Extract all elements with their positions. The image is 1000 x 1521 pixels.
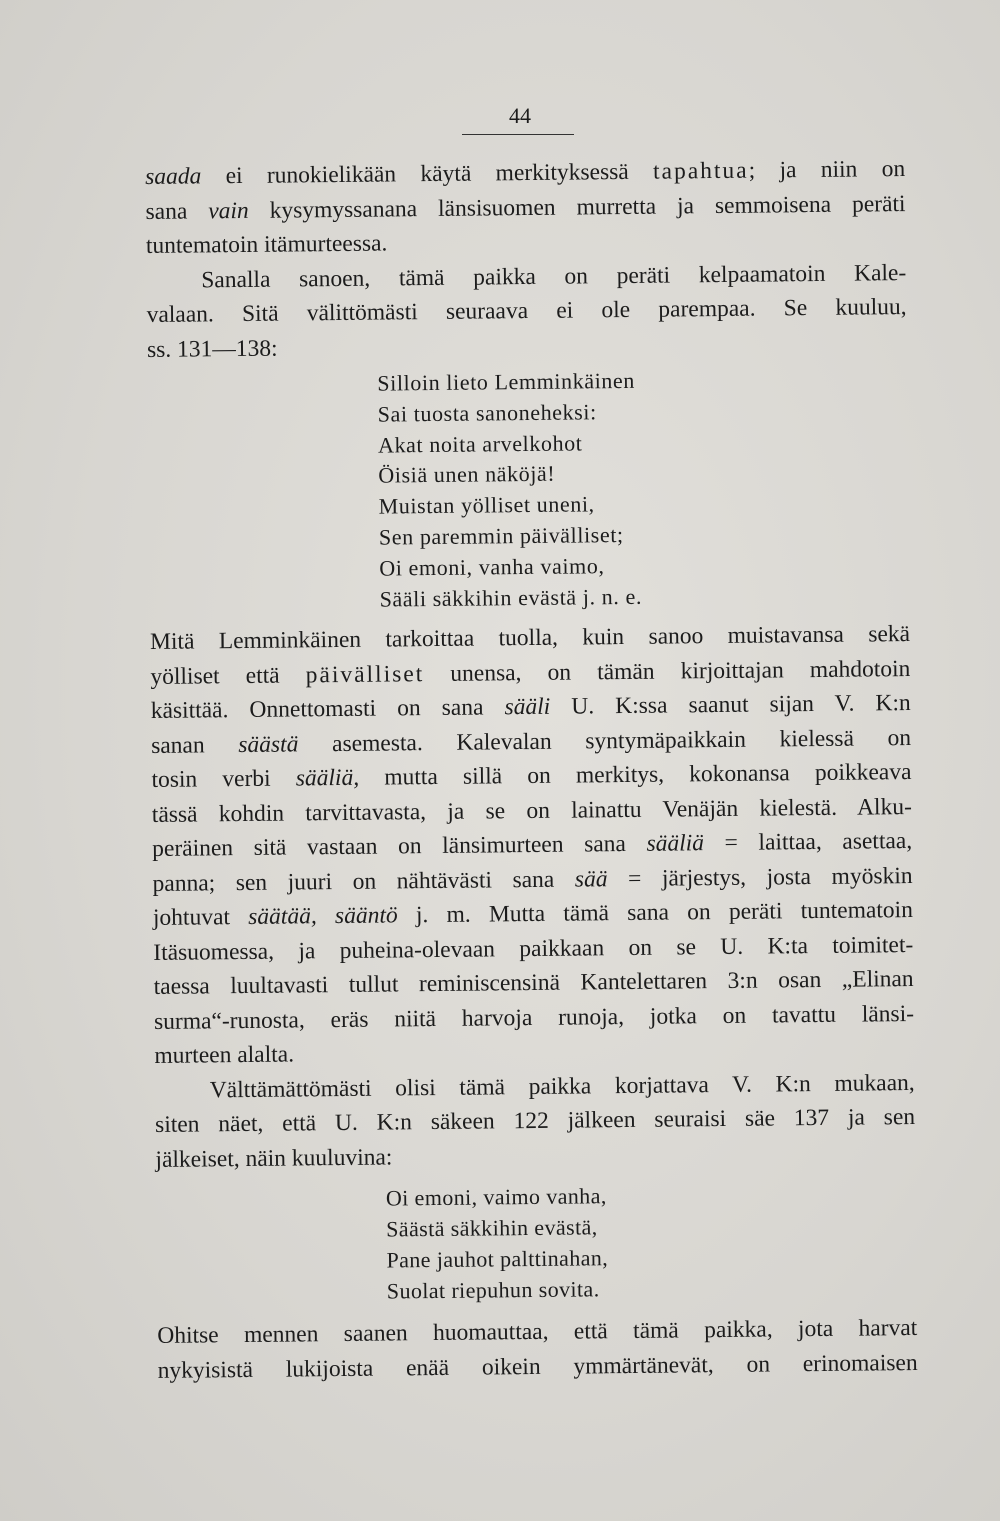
text-span: = järjestys, josta myöskin: [607, 862, 913, 893]
page-number: 44: [509, 103, 531, 128]
italic-word: sääliä: [646, 830, 705, 858]
text-span: = laittaa, asettaa,: [703, 828, 913, 857]
verse-line: Öisiä unen näköjä!: [378, 461, 556, 488]
spaced-word: päivälliset: [305, 660, 425, 689]
italic-word: vain: [208, 197, 249, 224]
text-span: asemesta. Kalevalan syntymäpaikkain kielessä on: [298, 724, 912, 758]
text-span: tosin verbi: [151, 765, 296, 794]
verse-line: Pane jauhot palttinahan,: [386, 1245, 609, 1273]
text-span: j. m. Mutta tämä sana on peräti tuntematoin: [397, 897, 914, 929]
text-span: peräinen sitä vastaan on länsimurteen sana: [152, 831, 647, 863]
text-span: sanan: [150, 731, 239, 759]
text-line: Välttämättömästi olisi tämä paikka korjattava V. K:n mukaan,: [209, 1069, 915, 1104]
text-line: surma“-runosta, eräs niitä harvoja runoja, jotka on tavattu länsi-: [153, 1000, 915, 1035]
paragraph-2-end: [147, 325, 907, 367]
verse-quote-2: [386, 1177, 917, 1307]
paragraph-4-end: [155, 1135, 915, 1177]
text-line: Itäsuomessa, ja puheina-olevaan paikkaan on se U. K:ta toimitet-: [153, 931, 914, 966]
italic-word: sää: [574, 866, 608, 893]
text-line: murteen alalta.: [154, 1041, 295, 1070]
text-span: käsittää. Onnettomasti on sana: [150, 694, 505, 725]
text-span: yölliset että: [150, 662, 306, 690]
text-line: siten näet, että U. K:n säkeen 122 jälkeen seuraisi säe 137 ja sen: [154, 1104, 916, 1139]
text-line: taessa luultavasti tullut reminiscensinä Kantelettaren 3:n osan „Elinan: [153, 966, 914, 1001]
verse-line: Silloin lieto Lemminkäinen: [377, 367, 636, 396]
text-span: unensa, on tämän kirjoittajan mahdotoin: [424, 655, 911, 687]
verse-line: Oi emoni, vaimo vanha,: [385, 1183, 607, 1211]
paragraph-1: [145, 152, 906, 229]
italic-word: sääli: [504, 694, 551, 721]
header-rule: [462, 134, 574, 135]
italic-word: säästä: [238, 731, 299, 758]
text-line: Ohitse mennen saanen huomauttaa, että tämä paikka, jota harvat: [157, 1315, 918, 1350]
text-line: ss. 131—138:: [146, 335, 278, 363]
verse-quote-1: [377, 363, 910, 615]
italic-word: saada: [145, 163, 202, 190]
text-span: ei runokielikään käytä merkityksessä: [201, 158, 654, 190]
verse-line: Sen paremmin päivälliset;: [378, 521, 624, 550]
verse-line: Muistan yölliset uneni,: [378, 491, 595, 519]
verse-line: Säästä säkkihin evästä,: [386, 1214, 598, 1242]
text-line: jälkeiset, näin kuuluvina:: [155, 1144, 393, 1173]
text-line: Sanalla sanoen, tämä paikka on peräti kelpaamatoin Kale-: [201, 259, 907, 293]
body-text: [145, 152, 918, 1388]
text-line: valaan. Sitä välittömästi seuraava ei ole parempaa. Se kuuluu,: [146, 294, 907, 328]
verse-line: Sääli säkkihin evästä j. n. e.: [379, 583, 643, 612]
text-line: tässä kohdin tarvittavasta, ja se on lainattu Venäjän kielestä. Alku-: [151, 793, 912, 828]
italic-word: sääliä,: [295, 765, 360, 792]
text-line: tuntematoin itämurteessa.: [145, 230, 388, 259]
text-span: johtuvat: [152, 904, 249, 932]
text-span: ; ja niin on: [748, 156, 906, 184]
text-span: U. K:ssa saanut sijan V. K:n: [550, 690, 911, 721]
text-span: kysymyssanana länsisuomen murretta ja semmoisena peräti: [248, 190, 906, 224]
text-span: panna; sen juuri on nähtävästi sana: [152, 866, 575, 897]
paragraph-5-cont: [158, 1346, 918, 1388]
text-span: mutta sillä on merkitys, kokonansa poikkeava: [359, 759, 912, 792]
italic-word: säätää, sääntö: [248, 902, 398, 931]
verse-line: Suolat riepuhun sovita.: [386, 1276, 600, 1304]
verse-line: Sai tuosta sanoneheksi:: [377, 399, 597, 427]
spaced-word: tapahtua: [652, 157, 749, 185]
text-span: sana: [145, 197, 209, 225]
verse-line: Oi emoni, vanha vaimo,: [379, 552, 605, 581]
text-line: Mitä Lemminkäinen tarkoittaa tuolla, kuin sanoo muistavansa sekä: [149, 621, 911, 656]
verse-line: Akat noita arvelkohot: [377, 430, 583, 458]
text-line: nykyisistä lukijoista enää oikein ymmärtänevät, on erinomaisen: [157, 1349, 918, 1384]
